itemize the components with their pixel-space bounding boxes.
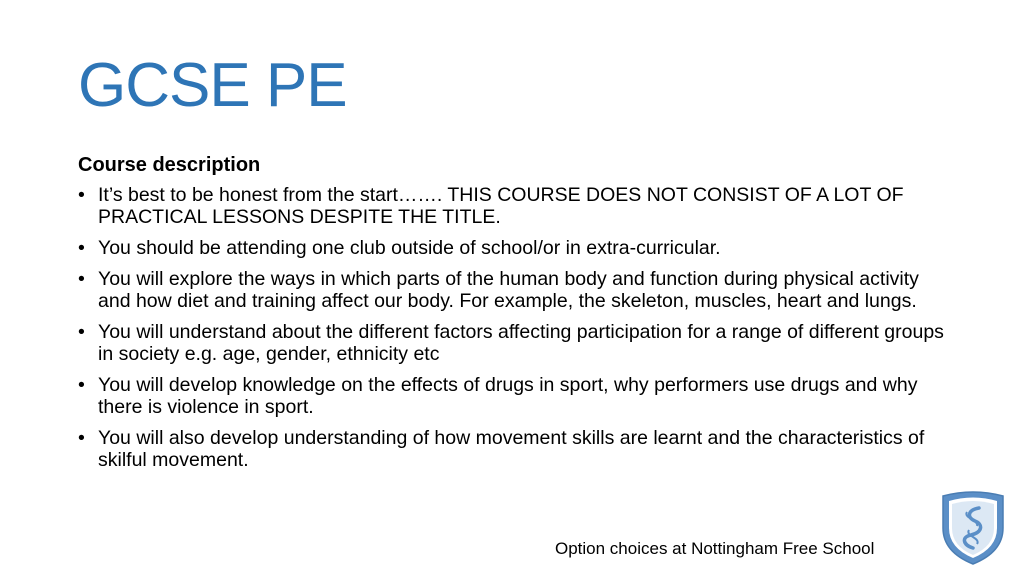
bullet-icon: • xyxy=(78,184,85,206)
bullet-text: You will understand about the different factors affecting participation for a range of different groups in society e.g. age, gender, ethnicity etc xyxy=(98,321,944,365)
list-item xyxy=(78,268,948,312)
bullet-text: You should be attending one club outside of school/or in extra-curricular. xyxy=(98,237,721,259)
list-item xyxy=(78,427,948,471)
bullet-text: You will develop knowledge on the effects of drugs in sport, why performers use drugs and why there is violence in sport. xyxy=(98,374,918,418)
slide-content xyxy=(78,152,948,480)
list-item xyxy=(78,374,948,418)
bullet-list xyxy=(78,184,948,471)
bullet-text: You will also develop understanding of how movement skills are learnt and the characteristics of skilful movement. xyxy=(98,427,925,471)
slide-title: GCSE PE xyxy=(78,51,347,120)
list-item xyxy=(78,321,948,365)
bullet-icon: • xyxy=(78,237,85,259)
bullet-icon: • xyxy=(78,321,85,343)
bullet-text: You will explore the ways in which parts of the human body and function during physical activity and how diet and training affect our body. For example, the skeleton, muscles, heart and lungs. xyxy=(98,268,919,312)
school-shield-logo-icon xyxy=(939,490,1007,566)
footer-text: Option choices at Nottingham Free School xyxy=(555,539,875,558)
list-item xyxy=(78,237,948,259)
bullet-icon: • xyxy=(78,374,85,396)
section-heading: Course description xyxy=(78,154,261,176)
bullet-icon: • xyxy=(78,427,85,449)
bullet-icon: • xyxy=(78,268,85,290)
list-item xyxy=(78,184,948,228)
bullet-text: It’s best to be honest from the start……. THIS COURSE DOES NOT CONSIST OF A LOT OF PRACTICAL LESSONS DESPITE THE TITLE. xyxy=(98,184,904,228)
